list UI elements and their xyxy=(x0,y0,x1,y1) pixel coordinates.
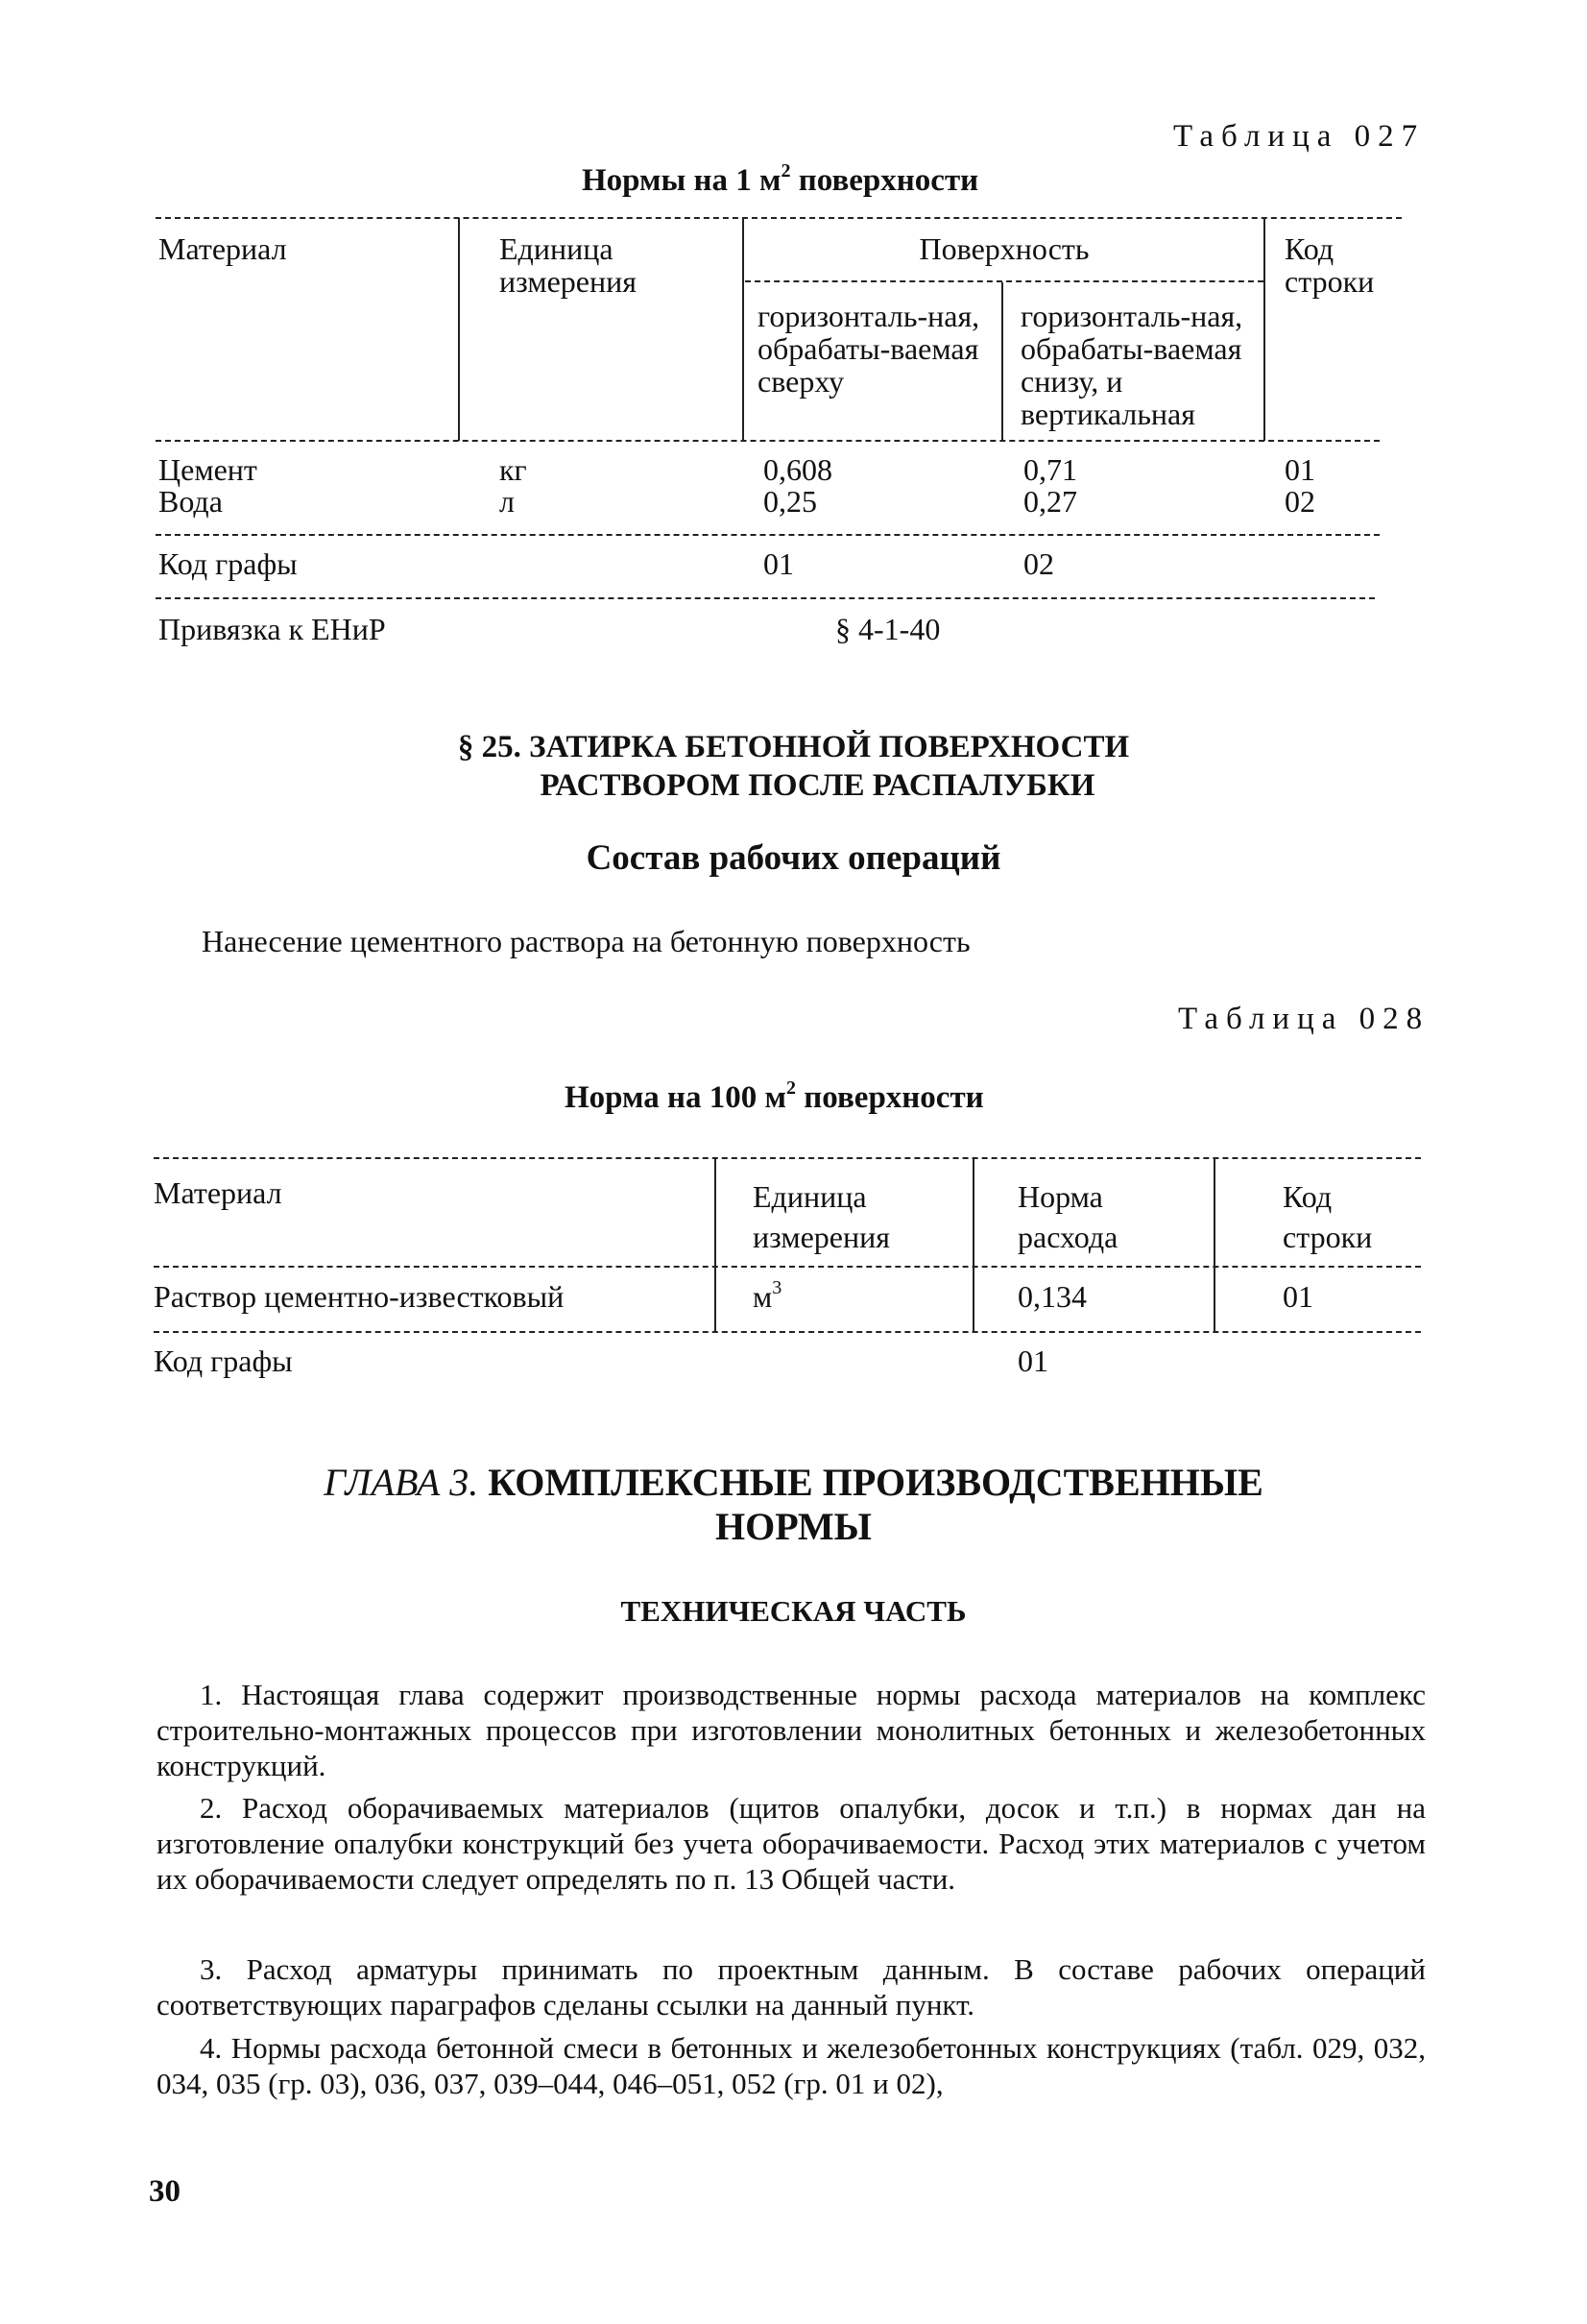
operations-text: Нанесение цементного раствора на бетонную поверхность xyxy=(202,924,971,958)
table-027-body-rule xyxy=(156,534,1380,536)
table-027-vline xyxy=(1001,282,1003,441)
table-028-header-rule xyxy=(154,1266,1421,1268)
table-027-cell-code: 01 xyxy=(1285,452,1315,487)
table-027-vline xyxy=(1263,218,1265,441)
table-028-bottom-rule xyxy=(154,1331,1421,1333)
table-028-graph-code-label: Код графы xyxy=(154,1344,293,1378)
table-027-header-surface: Поверхность xyxy=(919,231,1090,266)
paragraph-1: 1. Настоящая глава содержит производственные нормы расхода материалов на комплекс строительно-монтажных процессов при изготовлении монолитных бетонных и железобетонных конструкций. xyxy=(156,1678,1426,1782)
table-027-header-unit: Единица измерения xyxy=(499,231,637,299)
table-028-vline xyxy=(1214,1158,1215,1331)
section-25-title: § 25. ЗАТИРКА БЕТОННОЙ ПОВЕРХНОСТИ xyxy=(457,730,1130,764)
table-028-top-rule xyxy=(154,1157,1421,1159)
table-027-vline xyxy=(458,218,460,441)
table-028-label: Таблица 028 xyxy=(1178,1002,1431,1036)
table-028-cell-code: 01 xyxy=(1283,1279,1313,1314)
table-027-header-material: Материал xyxy=(158,231,287,266)
table-027-header-rule xyxy=(156,440,1380,442)
table-027-top-rule xyxy=(156,217,1402,219)
table-027-graph-code: 02 xyxy=(1023,546,1054,581)
table-028-header-norm: Норма расхода xyxy=(1018,1179,1118,1254)
operations-heading: Состав рабочих операций xyxy=(586,838,1001,878)
table-027-cell-unit: л xyxy=(499,484,515,519)
table-027-cell-bottom: 0,27 xyxy=(1023,484,1077,519)
chapter-3-label: ГЛАВА 3. xyxy=(324,1461,479,1504)
table-027-vline xyxy=(742,218,744,441)
table-027-header-sub-bottom: горизонталь-ная, обрабаты-ваемая снизу, и вертикальная xyxy=(1021,299,1243,431)
table-027-cell-top: 0,608 xyxy=(763,452,832,487)
table-028-cell-norm: 0,134 xyxy=(1018,1279,1087,1314)
section-25-title-line2: РАСТВОРОМ ПОСЛЕ РАСПАЛУБКИ xyxy=(540,768,1095,803)
table-027-graph-code: 01 xyxy=(763,546,794,581)
enir-link-value: § 4-1-40 xyxy=(835,612,941,646)
table-027-cell-material: Вода xyxy=(158,484,223,519)
paragraph-3: 3. Расход арматуры принимать по проектным данным. В составе рабочих операций соответствующих параграфов сделаны ссылки на данный пункт. xyxy=(156,1952,1426,2021)
table-028-header-code: Код строки xyxy=(1283,1179,1373,1254)
table-027-cell-code: 02 xyxy=(1285,484,1315,519)
table-027-sub-rule xyxy=(745,280,1263,282)
chapter-3-title: ГЛАВА 3. КОМПЛЕКСНЫЕ ПРОИЗВОДСТВЕННЫЕ xyxy=(324,1461,1263,1504)
table-028-caption: Норма на 100 $м^2$ поверхности xyxy=(565,1077,984,1115)
page-number: 30 xyxy=(149,2174,180,2209)
table-027-header-code: Код строки xyxy=(1285,231,1375,299)
paragraph-2: 2. Расход оборачиваемых материалов (щитов опалубки, досок и т.п.) в нормах дан на изготовление опалубки конструкций без учета оборачиваемости. Расход этих материалов с учетом их оборачиваемости следует определять по п. 13 Общей части. xyxy=(156,1791,1426,1896)
table-028-cell-unit: $м^3$ xyxy=(753,1277,782,1314)
table-027-cell-top: 0,25 xyxy=(763,484,817,519)
table-028-vline xyxy=(714,1158,716,1331)
table-027-cell-material: Цемент xyxy=(158,452,257,487)
table-027-cell-bottom: 0,71 xyxy=(1023,452,1077,487)
table-028-graph-code: 01 xyxy=(1018,1344,1048,1378)
table-027-cell-unit: кг xyxy=(499,452,527,487)
table-028-vline xyxy=(973,1158,974,1331)
table-028-cell-material: Раствор цементно-известковый xyxy=(154,1279,565,1314)
table-028-header-material: Материал xyxy=(154,1175,282,1210)
table-027-bottom-rule xyxy=(156,597,1375,599)
table-028-header-unit: Единица измерения xyxy=(753,1179,890,1254)
enir-link-label: Привязка к ЕНиР xyxy=(158,612,386,646)
paragraph-4: 4. Нормы расхода бетонной смеси в бетонных и железобетонных конструкциях (табл. 029, 032, 034, 035 (гр. 03), 036, 037, 039–044, 046–051, 052 (гр. 01 и 02), xyxy=(156,2031,1426,2100)
table-027-label: Таблица 027 xyxy=(1173,119,1426,154)
chapter-3-title-line2: НОРМЫ xyxy=(715,1505,872,1548)
table-027-graph-code-label: Код графы xyxy=(158,546,298,581)
technical-part-heading: ТЕХНИЧЕСКАЯ ЧАСТЬ xyxy=(620,1594,967,1628)
table-027-header-sub-top: горизонталь-ная, обрабаты-ваемая сверху xyxy=(757,299,980,399)
table-027-caption: Нормы на 1 $м^2$ поверхности xyxy=(582,160,979,198)
